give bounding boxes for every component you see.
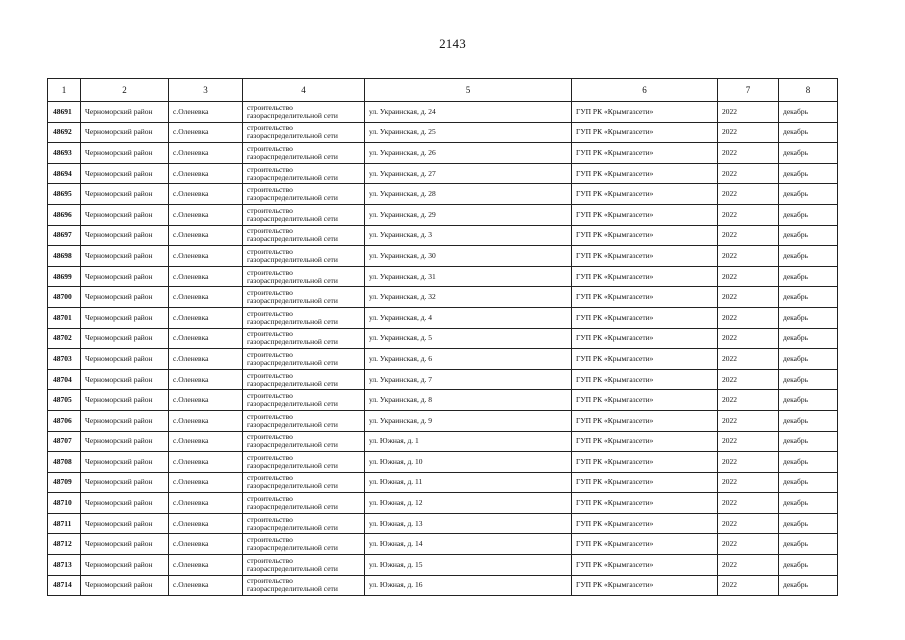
month-cell: декабрь: [779, 328, 838, 349]
address-cell: ул. Украинская, д. 29: [365, 204, 572, 225]
district-cell: Черноморский район: [81, 555, 169, 576]
month-cell: декабрь: [779, 204, 838, 225]
district-cell: Черноморский район: [81, 431, 169, 452]
table-row: [48, 575, 838, 596]
year-cell: 2022: [718, 472, 779, 493]
year-cell: 2022: [718, 555, 779, 576]
row-number-cell: 48703: [48, 349, 81, 370]
table-row: [48, 204, 838, 225]
work-type-cell: строительство газораспределительной сети: [243, 575, 365, 596]
organization-cell: ГУП РК «Крымгазсети»: [572, 513, 718, 534]
work-type-cell: строительство газораспределительной сети: [243, 452, 365, 473]
address-cell: ул. Южная, д. 14: [365, 534, 572, 555]
row-number-cell: 48710: [48, 493, 81, 514]
month-cell: декабрь: [779, 287, 838, 308]
table-row: [48, 410, 838, 431]
column-header: 5: [365, 79, 572, 102]
organization-cell: ГУП РК «Крымгазсети»: [572, 287, 718, 308]
table-row: [48, 143, 838, 164]
organization-cell: ГУП РК «Крымгазсети»: [572, 204, 718, 225]
village-cell: с.Оленевка: [169, 204, 243, 225]
work-type-cell: строительство газораспределительной сети: [243, 431, 365, 452]
address-cell: ул. Южная, д. 13: [365, 513, 572, 534]
month-cell: декабрь: [779, 122, 838, 143]
month-cell: декабрь: [779, 431, 838, 452]
table-row: [48, 163, 838, 184]
row-number-cell: 48705: [48, 390, 81, 411]
year-cell: 2022: [718, 287, 779, 308]
row-number-cell: 48699: [48, 266, 81, 287]
table-row: [48, 472, 838, 493]
work-type-cell: строительство газораспределительной сети: [243, 266, 365, 287]
year-cell: 2022: [718, 204, 779, 225]
row-number-cell: 48713: [48, 555, 81, 576]
row-number-cell: 48691: [48, 102, 81, 123]
table-row: [48, 328, 838, 349]
district-cell: Черноморский район: [81, 390, 169, 411]
address-cell: ул. Южная, д. 16: [365, 575, 572, 596]
year-cell: 2022: [718, 493, 779, 514]
address-cell: ул. Украинская, д. 31: [365, 266, 572, 287]
district-cell: Черноморский район: [81, 266, 169, 287]
column-header: 4: [243, 79, 365, 102]
work-type-cell: строительство газораспределительной сети: [243, 143, 365, 164]
work-type-cell: строительство газораспределительной сети: [243, 287, 365, 308]
work-type-cell: строительство газораспределительной сети: [243, 534, 365, 555]
table-row: [48, 369, 838, 390]
work-type-cell: строительство газораспределительной сети: [243, 328, 365, 349]
village-cell: с.Оленевка: [169, 575, 243, 596]
year-cell: 2022: [718, 122, 779, 143]
table-row: [48, 349, 838, 370]
page-number: 2143: [439, 36, 466, 51]
month-cell: декабрь: [779, 349, 838, 370]
organization-cell: ГУП РК «Крымгазсети»: [572, 410, 718, 431]
row-number-cell: 48702: [48, 328, 81, 349]
month-cell: декабрь: [779, 246, 838, 267]
work-type-cell: строительство газораспределительной сети: [243, 555, 365, 576]
year-cell: 2022: [718, 390, 779, 411]
work-type-cell: строительство газораспределительной сети: [243, 102, 365, 123]
table-row: [48, 102, 838, 123]
address-cell: ул. Южная, д. 12: [365, 493, 572, 514]
row-number-cell: 48694: [48, 163, 81, 184]
organization-cell: ГУП РК «Крымгазсети»: [572, 266, 718, 287]
table-row: [48, 184, 838, 205]
address-cell: ул. Украинская, д. 27: [365, 163, 572, 184]
organization-cell: ГУП РК «Крымгазсети»: [572, 534, 718, 555]
year-cell: 2022: [718, 328, 779, 349]
work-type-cell: строительство газораспределительной сети: [243, 390, 365, 411]
column-header: 2: [81, 79, 169, 102]
address-cell: ул. Украинская, д. 8: [365, 390, 572, 411]
organization-cell: ГУП РК «Крымгазсети»: [572, 452, 718, 473]
month-cell: декабрь: [779, 493, 838, 514]
year-cell: 2022: [718, 266, 779, 287]
year-cell: 2022: [718, 246, 779, 267]
organization-cell: ГУП РК «Крымгазсети»: [572, 349, 718, 370]
work-type-cell: строительство газораспределительной сети: [243, 410, 365, 431]
row-number-cell: 48693: [48, 143, 81, 164]
month-cell: декабрь: [779, 534, 838, 555]
organization-cell: ГУП РК «Крымгазсети»: [572, 369, 718, 390]
table-row: [48, 266, 838, 287]
village-cell: с.Оленевка: [169, 266, 243, 287]
month-cell: декабрь: [779, 513, 838, 534]
month-cell: декабрь: [779, 143, 838, 164]
address-cell: ул. Украинская, д. 3: [365, 225, 572, 246]
row-number-cell: 48704: [48, 369, 81, 390]
month-cell: декабрь: [779, 410, 838, 431]
table-row: [48, 122, 838, 143]
district-cell: Черноморский район: [81, 184, 169, 205]
address-cell: ул. Украинская, д. 25: [365, 122, 572, 143]
village-cell: с.Оленевка: [169, 555, 243, 576]
village-cell: с.Оленевка: [169, 410, 243, 431]
district-cell: Черноморский район: [81, 452, 169, 473]
district-cell: Черноморский район: [81, 349, 169, 370]
organization-cell: ГУП РК «Крымгазсети»: [572, 575, 718, 596]
row-number-cell: 48697: [48, 225, 81, 246]
month-cell: декабрь: [779, 184, 838, 205]
month-cell: декабрь: [779, 369, 838, 390]
district-cell: Черноморский район: [81, 328, 169, 349]
address-cell: ул. Украинская, д. 7: [365, 369, 572, 390]
year-cell: 2022: [718, 184, 779, 205]
village-cell: с.Оленевка: [169, 328, 243, 349]
year-cell: 2022: [718, 349, 779, 370]
address-cell: ул. Украинская, д. 4: [365, 307, 572, 328]
table-row: [48, 246, 838, 267]
work-type-cell: строительство газораспределительной сети: [243, 472, 365, 493]
village-cell: с.Оленевка: [169, 431, 243, 452]
district-cell: Черноморский район: [81, 575, 169, 596]
village-cell: с.Оленевка: [169, 513, 243, 534]
table-row: [48, 225, 838, 246]
organization-cell: ГУП РК «Крымгазсети»: [572, 431, 718, 452]
month-cell: декабрь: [779, 452, 838, 473]
month-cell: декабрь: [779, 555, 838, 576]
village-cell: с.Оленевка: [169, 369, 243, 390]
month-cell: декабрь: [779, 307, 838, 328]
year-cell: 2022: [718, 431, 779, 452]
month-cell: декабрь: [779, 390, 838, 411]
village-cell: с.Оленевка: [169, 493, 243, 514]
row-number-cell: 48708: [48, 452, 81, 473]
work-type-cell: строительство газораспределительной сети: [243, 493, 365, 514]
work-type-cell: строительство газораспределительной сети: [243, 122, 365, 143]
column-header: 1: [48, 79, 81, 102]
row-number-cell: 48707: [48, 431, 81, 452]
district-cell: Черноморский район: [81, 102, 169, 123]
address-cell: ул. Украинская, д. 6: [365, 349, 572, 370]
village-cell: с.Оленевка: [169, 534, 243, 555]
address-cell: ул. Украинская, д. 24: [365, 102, 572, 123]
month-cell: декабрь: [779, 266, 838, 287]
year-cell: 2022: [718, 575, 779, 596]
district-cell: Черноморский район: [81, 246, 169, 267]
address-cell: ул. Украинская, д. 5: [365, 328, 572, 349]
table-body: [48, 102, 838, 596]
header-row: [48, 79, 838, 102]
address-cell: ул. Южная, д. 11: [365, 472, 572, 493]
table-row: [48, 307, 838, 328]
work-type-cell: строительство газораспределительной сети: [243, 513, 365, 534]
row-number-cell: 48696: [48, 204, 81, 225]
organization-cell: ГУП РК «Крымгазсети»: [572, 390, 718, 411]
organization-cell: ГУП РК «Крымгазсети»: [572, 102, 718, 123]
organization-cell: ГУП РК «Крымгазсети»: [572, 307, 718, 328]
village-cell: с.Оленевка: [169, 184, 243, 205]
district-cell: Черноморский район: [81, 369, 169, 390]
year-cell: 2022: [718, 410, 779, 431]
organization-cell: ГУП РК «Крымгазсети»: [572, 122, 718, 143]
row-number-cell: 48709: [48, 472, 81, 493]
table-row: [48, 513, 838, 534]
row-number-cell: 48700: [48, 287, 81, 308]
organization-cell: ГУП РК «Крымгазсети»: [572, 143, 718, 164]
table-row: [48, 390, 838, 411]
table-row: [48, 555, 838, 576]
address-cell: ул. Украинская, д. 30: [365, 246, 572, 267]
column-header: 7: [718, 79, 779, 102]
registry-table: [47, 78, 838, 596]
organization-cell: ГУП РК «Крымгазсети»: [572, 246, 718, 267]
address-cell: ул. Украинская, д. 26: [365, 143, 572, 164]
district-cell: Черноморский район: [81, 472, 169, 493]
district-cell: Черноморский район: [81, 307, 169, 328]
table-row: [48, 493, 838, 514]
year-cell: 2022: [718, 163, 779, 184]
district-cell: Черноморский район: [81, 163, 169, 184]
work-type-cell: строительство газораспределительной сети: [243, 163, 365, 184]
organization-cell: ГУП РК «Крымгазсети»: [572, 328, 718, 349]
district-cell: Черноморский район: [81, 122, 169, 143]
table-row: [48, 534, 838, 555]
village-cell: с.Оленевка: [169, 102, 243, 123]
village-cell: с.Оленевка: [169, 287, 243, 308]
work-type-cell: строительство газораспределительной сети: [243, 307, 365, 328]
district-cell: Черноморский район: [81, 204, 169, 225]
village-cell: с.Оленевка: [169, 307, 243, 328]
table-row: [48, 287, 838, 308]
row-number-cell: 48692: [48, 122, 81, 143]
village-cell: с.Оленевка: [169, 225, 243, 246]
village-cell: с.Оленевка: [169, 143, 243, 164]
year-cell: 2022: [718, 452, 779, 473]
row-number-cell: 48711: [48, 513, 81, 534]
row-number-cell: 48706: [48, 410, 81, 431]
year-cell: 2022: [718, 307, 779, 328]
organization-cell: ГУП РК «Крымгазсети»: [572, 493, 718, 514]
month-cell: декабрь: [779, 472, 838, 493]
district-cell: Черноморский район: [81, 410, 169, 431]
year-cell: 2022: [718, 513, 779, 534]
work-type-cell: строительство газораспределительной сети: [243, 184, 365, 205]
column-header: 3: [169, 79, 243, 102]
work-type-cell: строительство газораспределительной сети: [243, 369, 365, 390]
row-number-cell: 48698: [48, 246, 81, 267]
work-type-cell: строительство газораспределительной сети: [243, 225, 365, 246]
work-type-cell: строительство газораспределительной сети: [243, 246, 365, 267]
row-number-cell: 48701: [48, 307, 81, 328]
address-cell: ул. Южная, д. 15: [365, 555, 572, 576]
organization-cell: ГУП РК «Крымгазсети»: [572, 555, 718, 576]
organization-cell: ГУП РК «Крымгазсети»: [572, 225, 718, 246]
district-cell: Черноморский район: [81, 143, 169, 164]
organization-cell: ГУП РК «Крымгазсети»: [572, 184, 718, 205]
table-row: [48, 431, 838, 452]
address-cell: ул. Южная, д. 1: [365, 431, 572, 452]
column-header: 8: [779, 79, 838, 102]
work-type-cell: строительство газораспределительной сети: [243, 349, 365, 370]
row-number-cell: 48695: [48, 184, 81, 205]
month-cell: декабрь: [779, 163, 838, 184]
address-cell: ул. Украинская, д. 32: [365, 287, 572, 308]
row-number-cell: 48712: [48, 534, 81, 555]
village-cell: с.Оленевка: [169, 246, 243, 267]
village-cell: с.Оленевка: [169, 472, 243, 493]
month-cell: декабрь: [779, 225, 838, 246]
village-cell: с.Оленевка: [169, 163, 243, 184]
village-cell: с.Оленевка: [169, 452, 243, 473]
village-cell: с.Оленевка: [169, 349, 243, 370]
district-cell: Черноморский район: [81, 225, 169, 246]
row-number-cell: 48714: [48, 575, 81, 596]
district-cell: Черноморский район: [81, 287, 169, 308]
table-row: [48, 452, 838, 473]
year-cell: 2022: [718, 143, 779, 164]
organization-cell: ГУП РК «Крымгазсети»: [572, 472, 718, 493]
year-cell: 2022: [718, 225, 779, 246]
column-header: 6: [572, 79, 718, 102]
village-cell: с.Оленевка: [169, 122, 243, 143]
district-cell: Черноморский район: [81, 513, 169, 534]
month-cell: декабрь: [779, 575, 838, 596]
village-cell: с.Оленевка: [169, 390, 243, 411]
address-cell: ул. Южная, д. 10: [365, 452, 572, 473]
district-cell: Черноморский район: [81, 493, 169, 514]
year-cell: 2022: [718, 534, 779, 555]
year-cell: 2022: [718, 102, 779, 123]
month-cell: декабрь: [779, 102, 838, 123]
district-cell: Черноморский район: [81, 534, 169, 555]
address-cell: ул. Украинская, д. 28: [365, 184, 572, 205]
work-type-cell: строительство газораспределительной сети: [243, 204, 365, 225]
address-cell: ул. Украинская, д. 9: [365, 410, 572, 431]
year-cell: 2022: [718, 369, 779, 390]
organization-cell: ГУП РК «Крымгазсети»: [572, 163, 718, 184]
